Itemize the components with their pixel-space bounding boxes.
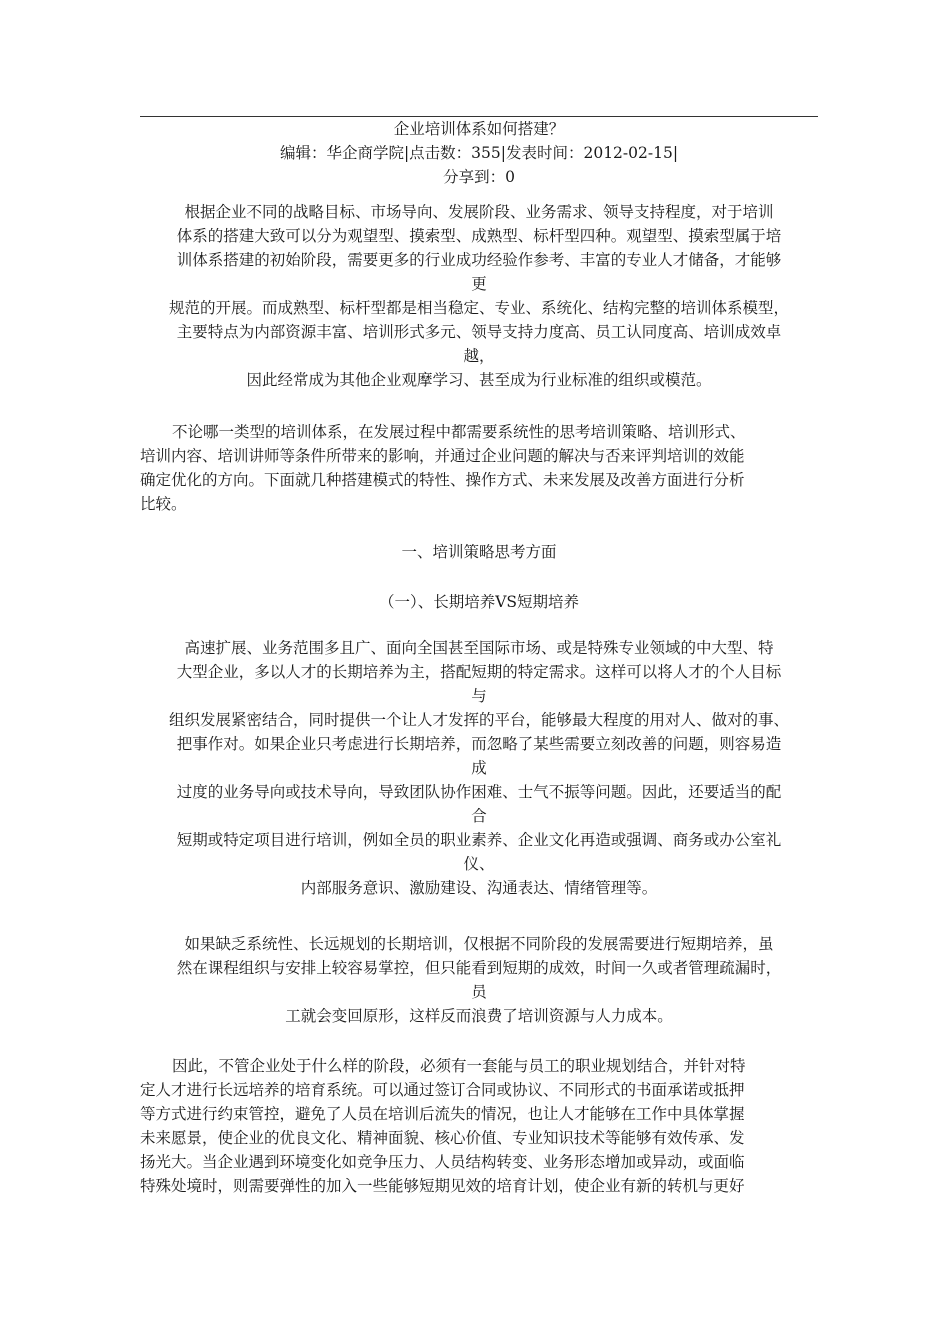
text-line: 仪、 xyxy=(463,855,495,873)
subsection-title: （一）、长期培养VS短期培养 xyxy=(378,593,580,611)
text-line: 与 xyxy=(471,687,487,705)
text-line: 体系的搭建大致可以分为观望型、摸索型、成熟型、标杆型四种。观望型、摸索型属于培 xyxy=(176,227,782,245)
text-line: 因此经常成为其他企业观摩学习、甚至成为行业标准的组织或模范。 xyxy=(246,371,712,389)
text-line: 工就会变回原形，这样反而浪费了培训资源与人力成本。 xyxy=(285,1007,673,1025)
text-line: 定人才进行长远培养的培育系统。可以通过签订合同或协议、不同形式的书面承诺或抵押 xyxy=(140,1081,745,1099)
article-meta: 编辑：华企商学院|点击数：355|发表时间：2012-02-15| xyxy=(279,144,679,162)
text-line: 短期或特定项目进行培训，例如全员的职业素养、企业文化再造或强调、商务或办公室礼 xyxy=(176,831,782,849)
text-line: 主要特点为内部资源丰富、培训形式多元、领导支持力度高、员工认同度高、培训成效卓 xyxy=(176,323,782,341)
text-line: 把事作对。如果企业只考虑进行长期培养，而忽略了某些需要立刻改善的问题，则容易造 xyxy=(176,735,782,753)
text-line: 特殊处境时，则需要弹性的加入一些能够短期见效的培育计划，使企业有新的转机与更好 xyxy=(140,1177,745,1195)
text-line: 合 xyxy=(471,807,487,825)
text-line: 比较。 xyxy=(140,495,187,513)
text-line: 高速扩展、业务范围多且广、面向全国甚至国际市场、或是特殊专业领域的中大型、特 xyxy=(184,639,774,657)
article-header xyxy=(140,117,818,189)
text-line: 培训内容、培训讲师等条件所带来的影响，并通过企业问题的解决与否来评判培训的效能 xyxy=(140,447,745,465)
section-heading xyxy=(140,540,818,564)
text-line: 成 xyxy=(471,759,487,777)
text-line: 因此，不管企业处于什么样的阶段，必须有一套能与员工的职业规划结合，并针对特 xyxy=(172,1057,746,1075)
text-line: 如果缺乏系统性、长远规划的长期培训，仅根据不同阶段的发展需要进行短期培养，虽 xyxy=(184,935,774,953)
text-line: 扬光大。当企业遇到环境变化如竞争压力、人员结构转变、业务形态增加或异动，或面临 xyxy=(140,1153,745,1171)
text-line: 然在课程组织与安排上较容易掌控，但只能看到短期的成效，时间一久或者管理疏漏时， xyxy=(176,959,782,977)
section-title: 一、培训策略思考方面 xyxy=(401,543,557,561)
text-line: 根据企业不同的战略目标、市场导向、发展阶段、业务需求、领导支持程度，对于培训 xyxy=(184,203,774,221)
text-line: 未来愿景，使企业的优良文化、精神面貌、核心价值、专业知识技术等能够有效传承、发 xyxy=(140,1129,745,1147)
share-line: 分享到：0 xyxy=(443,168,515,186)
text-line: 大型企业，多以人才的长期培养为主，搭配短期的特定需求。这样可以将人才的个人目标 xyxy=(176,663,782,681)
text-line: 越， xyxy=(463,347,495,365)
article-title: 企业培训体系如何搭建？ xyxy=(393,120,565,138)
text-line: 等方式进行约束管控，避免了人员在培训后流失的情况，也让人才能够在工作中具体掌握 xyxy=(140,1105,745,1123)
text-line: 不论哪一类型的培训体系，在发展过程中都需要系统性的思考培训策略、培训形式、 xyxy=(172,423,746,441)
paragraph-1 xyxy=(140,200,818,392)
text-line: 过度的业务导向或技术导向，导致团队协作困难、士气不振等问题。因此，还要适当的配 xyxy=(176,783,782,801)
text-line: 内部服务意识、激励建设、沟通表达、情绪管理等。 xyxy=(300,879,658,897)
paragraph-2 xyxy=(140,420,818,516)
text-line: 训体系搭建的初始阶段，需要更多的行业成功经验作参考、丰富的专业人才储备，才能够 xyxy=(176,251,782,269)
paragraph-4 xyxy=(140,932,818,1028)
text-line: 确定优化的方向。下面就几种搭建模式的特性、操作方式、未来发展及改善方面进行分析 xyxy=(140,471,745,489)
text-line: 规范的开展。而成熟型、标杆型都是相当稳定、专业、系统化、结构完整的培训体系模型， xyxy=(168,299,789,317)
text-line: 组织发展紧密结合，同时提供一个让人才发挥的平台，能够最大程度的用对人、做对的事、 xyxy=(168,711,789,729)
text-line: 员 xyxy=(471,983,487,1001)
text-line: 更 xyxy=(471,275,487,293)
subsection-heading xyxy=(140,590,818,614)
paragraph-3 xyxy=(140,636,818,900)
paragraph-5 xyxy=(140,1054,818,1198)
